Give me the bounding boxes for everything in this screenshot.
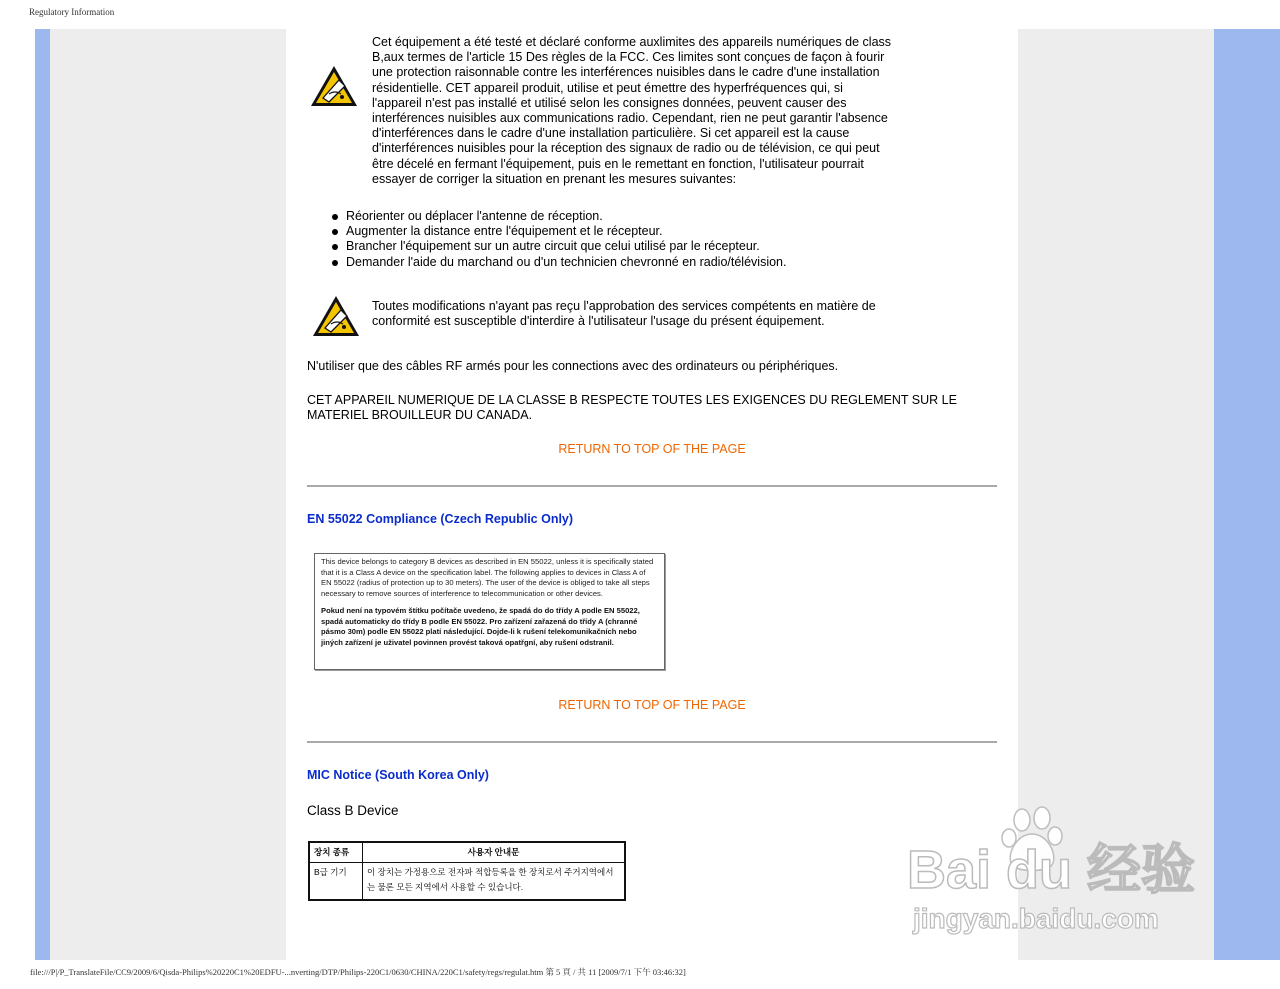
en55022-notice-image [314,553,665,670]
divider [307,485,997,487]
print-header-title: Regulatory Information [29,7,115,17]
table-cell: B급 기기 [309,863,363,900]
class-b-label: Class B Device [307,803,399,818]
en55022-title: EN 55022 Compliance (Czech Republic Only) [307,512,574,526]
table-header: 사용자 안내문 [363,842,626,863]
canada-paragraph: CET APPAREIL NUMERIQUE DE LA CLASSE B RESPECTE TOUTES LES EXIGENCES DU REGLEMENT SUR LE MATERIEL BROUILLEUR DU CANADA. [307,393,957,423]
rf-cables-paragraph: N'utiliser que des câbles RF armés pour les connections avec des ordinateurs ou périphériques. [307,359,839,373]
baidu-url-text: jingyan.baidu.com [913,903,1159,934]
list-item: Brancher l'équipement sur un autre circuit que celui utilisé par le récepteur. [329,239,786,254]
table-cell: 이 장치는 가정용으로 전자파 적합등록을 한 장치로서 주거지역에서는 물론 모든 지역에서 사용할 수 있습니다. [363,863,626,900]
baidu-brand-text: Bai du 经验 [907,840,1196,900]
divider [307,741,997,743]
en55022-czech-text: Pokud není na typovém štítku počítače uvedeno, že spadá do do třídy A podle EN 55022, spadá automaticky do třídy B podle EN 55022. Pro zařízení zařazená do třídy A (chranné pásmo 30m) podle EN 55022 platí následující. Dojde-li k rušení telekomunikačních nebo jiných zařízení je uživatel povinnen provést taková opatřgní, aby rušení odstranil. [321,606,640,647]
en55022-english-text: This device belongs to category B devices as described in EN 55022, unless it is specifically stated that it is a Class A device on the specification label. The following applies to devices in Class A of EN 55022 (radius of protection up to 30 meters). The user of the device is obliged to take all steps necessary to remove sources of interference to telecommunication or other devices. [321,557,654,598]
list-item: Réorienter ou déplacer l'antenne de réception. [329,209,786,224]
mic-title: MIC Notice (South Korea Only) [307,768,489,782]
print-footer-path: file:///P|/P_TranslateFile/CC9/2009/6/Qisda-Philips%20220C1%20EDFU-...nverting/DTP/Philips-220C1/0630/CHINA/220C1/safety/regs/regulat.htm 第 5 頁 / 共 11 [2009/7/1 下午 03:46:32] [30,967,686,977]
left-blue-band [35,29,50,960]
left-grey-band [50,29,286,960]
list-item: Demander l'aide du marchand ou d'un technicien chevronné en radio/télévision. [329,255,786,270]
warning-icon [311,294,361,338]
modifications-paragraph: Toutes modifications n'ayant pas reçu l'approbation des services compétents en matière de conformité est susceptible d'interdire à l'utilisateur l'usage du présent équipement. [372,299,876,329]
warning-icon [309,64,359,108]
table-header: 장치 종류 [309,842,363,863]
measures-list [329,209,786,270]
fcc-paragraph: Cet équipement a été testé et déclaré conforme auxlimites des appareils numériques de class B,aux termes de l'article 15 Des règles de la FCC. Ces limites sont conçues de façon à fourir une protection raisonnable contre les interférences nuisibles dans le cadre d'une installation résidentielle. CET appareil produit, utilise et peut émettre des hyperfréquences qui, si l'appareil n'est pas installé et utilisé selon les consignes données, peuvent causer des interférences nuisibles aux communications radio. Cependant, rien ne peut garantir l'absence d'interférences dans le cadre d'une installation particulière. Si cet appareil est la cause d'interférences nuisibles pour la réception des signaux de radio ou de télévision, ce qui peut être décelé en fermant l'équipement, puis en le remettant en fonction, l'utilisateur pourrait essayer de corriger la situation en prenant les mesures suivantes: [372,35,892,186]
return-to-top-link[interactable]: RETURN TO TOP OF THE PAGE [558,698,746,712]
korea-notice-table [308,841,626,901]
right-blue-band [1214,29,1280,960]
baidu-watermark [905,800,1205,940]
return-to-top-link[interactable]: RETURN TO TOP OF THE PAGE [558,442,746,456]
list-item: Augmenter la distance entre l'équipement et le récepteur. [329,224,786,239]
